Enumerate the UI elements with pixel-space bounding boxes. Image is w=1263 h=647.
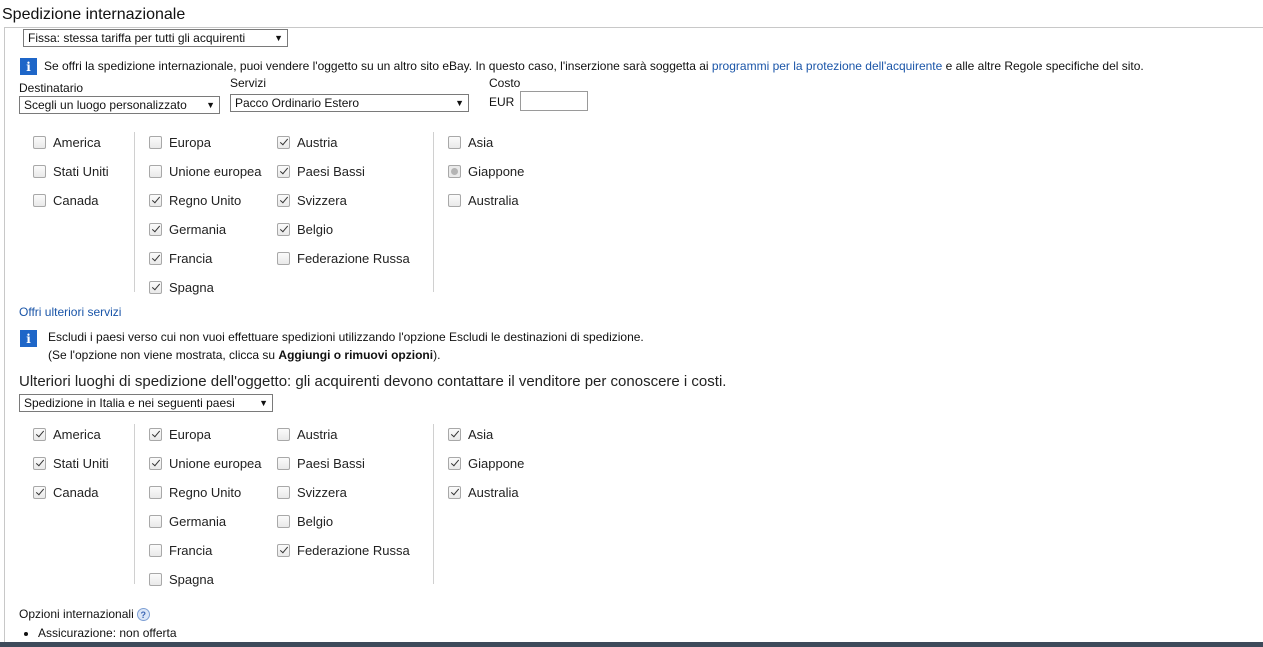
exclude-info-line1: Escludi i paesi verso cui non vuoi effettuare spedizioni utilizzando l'opzione Escludi le destinazioni di spedizione. — [48, 330, 644, 344]
checkbox-francia[interactable] — [149, 542, 212, 558]
checkbox-label: Svizzera — [297, 192, 347, 208]
fieldset-border-left — [4, 27, 5, 647]
checkbox-box[interactable] — [149, 457, 162, 470]
checkbox-box[interactable] — [448, 457, 461, 470]
info-icon: i — [20, 330, 37, 347]
destinatario-select[interactable] — [19, 96, 220, 114]
checkbox-australia[interactable] — [448, 484, 519, 500]
checkbox-label: Belgio — [297, 513, 334, 529]
checkbox-box[interactable] — [33, 486, 46, 499]
checkbox-box[interactable] — [149, 194, 162, 207]
column-divider — [433, 132, 434, 292]
checkbox-america[interactable] — [33, 426, 101, 442]
checkbox-label: Regno Unito — [169, 484, 242, 500]
checkbox-label: Federazione Russa — [297, 250, 410, 266]
checkbox-belgio[interactable] — [277, 221, 333, 237]
bullet-dot — [24, 632, 28, 636]
chevron-down-icon: ▼ — [259, 398, 268, 408]
checkbox-label: Europa — [169, 134, 211, 150]
checkbox-paesi-bassi[interactable] — [277, 455, 365, 471]
checkbox-box[interactable] — [277, 136, 290, 149]
international-options-text: Opzioni internazionali — [19, 607, 134, 621]
checkbox-box[interactable] — [277, 457, 290, 470]
international-options-label — [19, 607, 150, 621]
checkbox-label: Svizzera — [297, 484, 347, 500]
checkbox-box[interactable] — [277, 223, 290, 236]
checkbox-label: Australia — [468, 484, 519, 500]
checkbox-box[interactable] — [149, 281, 162, 294]
checkbox-giappone[interactable] — [448, 455, 524, 471]
buyer-protection-link[interactable]: programmi per la protezione dell'acquirente — [711, 59, 943, 73]
info-icon: i — [20, 58, 37, 75]
exclude-info-before: (Se l'opzione non viene mostrata, clicca su — [48, 348, 279, 362]
checkbox-box[interactable] — [149, 252, 162, 265]
checkbox-label: Spagna — [169, 279, 214, 295]
checkbox-label: Federazione Russa — [297, 542, 410, 558]
checkbox-label: Asia — [468, 134, 494, 150]
checkbox-box[interactable] — [448, 194, 461, 207]
checkbox-stati-uniti[interactable] — [33, 163, 109, 179]
pricing-type-value: Fissa: stessa tariffa per tutti gli acquirenti — [28, 31, 246, 45]
checkbox-label: Asia — [468, 426, 494, 442]
checkbox-box[interactable] — [277, 428, 290, 441]
checkbox-asia[interactable] — [448, 426, 493, 442]
checkbox-box[interactable] — [277, 544, 290, 557]
checkbox-label: America — [53, 426, 101, 442]
checkbox-canada[interactable] — [33, 192, 99, 208]
additional-locations-heading: Ulteriori luoghi di spedizione dell'oggetto: gli acquirenti devono contattare il venditore per conoscere i costi. — [19, 373, 727, 390]
fieldset-border-top — [10, 27, 1263, 28]
checkbox-austria[interactable] — [277, 426, 337, 442]
checkbox-box[interactable] — [33, 194, 46, 207]
column-divider — [433, 424, 434, 584]
checkbox-box[interactable] — [33, 428, 46, 441]
checkbox-label: Unione europea — [169, 455, 262, 471]
checkbox-box[interactable] — [149, 486, 162, 499]
checkbox-asia[interactable] — [448, 134, 493, 150]
offer-more-services-link[interactable]: Offri ulteriori servizi — [19, 305, 122, 319]
checkbox-germania[interactable] — [149, 513, 226, 529]
checkbox-box[interactable] — [149, 136, 162, 149]
fieldset-border-corner — [4, 27, 12, 28]
checkbox-label: Stati Uniti — [53, 163, 109, 179]
column-divider — [134, 424, 135, 584]
checkbox-label: Austria — [297, 134, 338, 150]
checkbox-label: Canada — [53, 192, 99, 208]
checkbox-label: Germania — [169, 513, 227, 529]
checkbox-regno-unito[interactable] — [149, 484, 241, 500]
checkbox-box[interactable] — [149, 428, 162, 441]
checkbox-label: Australia — [468, 192, 519, 208]
checkbox-box[interactable] — [448, 486, 461, 499]
checkbox-box[interactable] — [149, 573, 162, 586]
taskbar — [0, 642, 1263, 647]
checkbox-label: Austria — [297, 426, 338, 442]
checkbox-australia[interactable] — [448, 192, 519, 208]
chevron-down-icon: ▼ — [274, 33, 283, 43]
checkbox-label: Regno Unito — [169, 192, 242, 208]
checkbox-box[interactable] — [33, 165, 46, 178]
checkbox-svizzera[interactable] — [277, 484, 347, 500]
checkbox-paesi-bassi[interactable] — [277, 163, 365, 179]
insurance-text: Assicurazione: non offerta — [38, 626, 177, 640]
checkbox-canada[interactable] — [33, 484, 99, 500]
checkbox-box[interactable] — [33, 136, 46, 149]
checkbox-label: Unione europea — [169, 163, 262, 179]
checkbox-label: Giappone — [468, 163, 525, 179]
checkbox-germania[interactable] — [149, 221, 226, 237]
exclude-info-line2 — [48, 348, 440, 362]
help-icon[interactable]: ? — [137, 608, 150, 621]
costo-label: Costo — [489, 76, 521, 90]
info-text-before: Se offri la spedizione internazionale, puoi vendere l'oggetto su un altro sito eBay. In questo caso, l'inserzione sarà soggetta ai — [44, 59, 712, 73]
checkbox-label: Paesi Bassi — [297, 163, 365, 179]
checkbox-label: Germania — [169, 221, 227, 237]
checkbox-label: Europa — [169, 426, 211, 442]
checkbox-unione-europea[interactable] — [149, 163, 262, 179]
checkbox-box[interactable] — [448, 136, 461, 149]
checkbox-federazione-russa[interactable] — [277, 542, 410, 558]
checkbox-box[interactable] — [277, 515, 290, 528]
checkbox-regno-unito[interactable] — [149, 192, 241, 208]
checkbox-label: Stati Uniti — [53, 455, 109, 471]
checkbox-box[interactable] — [277, 165, 290, 178]
destinatario-value: Scegli un luogo personalizzato — [24, 98, 187, 112]
servizi-value: Pacco Ordinario Estero — [235, 96, 360, 110]
chevron-down-icon: ▼ — [455, 98, 464, 108]
checkbox-stati-uniti[interactable] — [33, 455, 109, 471]
checkbox-francia[interactable] — [149, 250, 212, 266]
checkbox-europa[interactable] — [149, 426, 211, 442]
info-international-text — [44, 59, 1144, 73]
checkbox-spagna[interactable] — [149, 571, 214, 587]
checkbox-box[interactable] — [448, 428, 461, 441]
checkbox-label: America — [53, 134, 101, 150]
checkbox-america[interactable] — [33, 134, 101, 150]
checkbox-box[interactable] — [149, 544, 162, 557]
checkbox-box[interactable] — [149, 223, 162, 236]
checkbox-box[interactable] — [448, 165, 461, 178]
checkbox-box[interactable] — [149, 515, 162, 528]
cost-input[interactable] — [520, 91, 588, 111]
additional-locations-value: Spedizione in Italia e nei seguenti paesi — [24, 396, 235, 410]
section-title: Spedizione internazionale — [2, 6, 186, 23]
checkbox-label: Paesi Bassi — [297, 455, 365, 471]
checkbox-label: Spagna — [169, 571, 214, 587]
checkbox-box[interactable] — [149, 165, 162, 178]
additional-locations-select[interactable] — [19, 394, 273, 412]
info-text-after: e alle altre Regole specifiche del sito. — [942, 59, 1144, 73]
checkbox-box[interactable] — [33, 457, 46, 470]
checkbox-box[interactable] — [277, 194, 290, 207]
checkbox-spagna[interactable] — [149, 279, 214, 295]
checkbox-label: Giappone — [468, 455, 525, 471]
checkbox-unione-europea[interactable] — [149, 455, 262, 471]
checkbox-box[interactable] — [277, 486, 290, 499]
checkbox-austria[interactable] — [277, 134, 337, 150]
chevron-down-icon: ▼ — [206, 100, 215, 110]
checkbox-svizzera[interactable] — [277, 192, 347, 208]
checkbox-belgio[interactable] — [277, 513, 333, 529]
checkbox-label: Francia — [169, 542, 213, 558]
checkbox-label: Francia — [169, 250, 213, 266]
insurance-bullet — [24, 626, 177, 640]
servizi-label: Servizi — [230, 76, 267, 90]
checkbox-label: Belgio — [297, 221, 334, 237]
checkbox-giappone[interactable] — [448, 163, 524, 179]
checkbox-europa[interactable] — [149, 134, 211, 150]
currency-label: EUR — [489, 95, 515, 109]
checkbox-label: Canada — [53, 484, 99, 500]
checkbox-federazione-russa[interactable] — [277, 250, 410, 266]
checkbox-box[interactable] — [277, 252, 290, 265]
pricing-type-select[interactable] — [23, 29, 288, 47]
add-remove-options-text: Aggiungi o rimuovi opzioni — [278, 348, 434, 362]
column-divider — [134, 132, 135, 292]
servizi-select[interactable] — [230, 94, 469, 112]
destinatario-label: Destinatario — [19, 81, 84, 95]
exclude-info-after: ). — [433, 348, 441, 362]
